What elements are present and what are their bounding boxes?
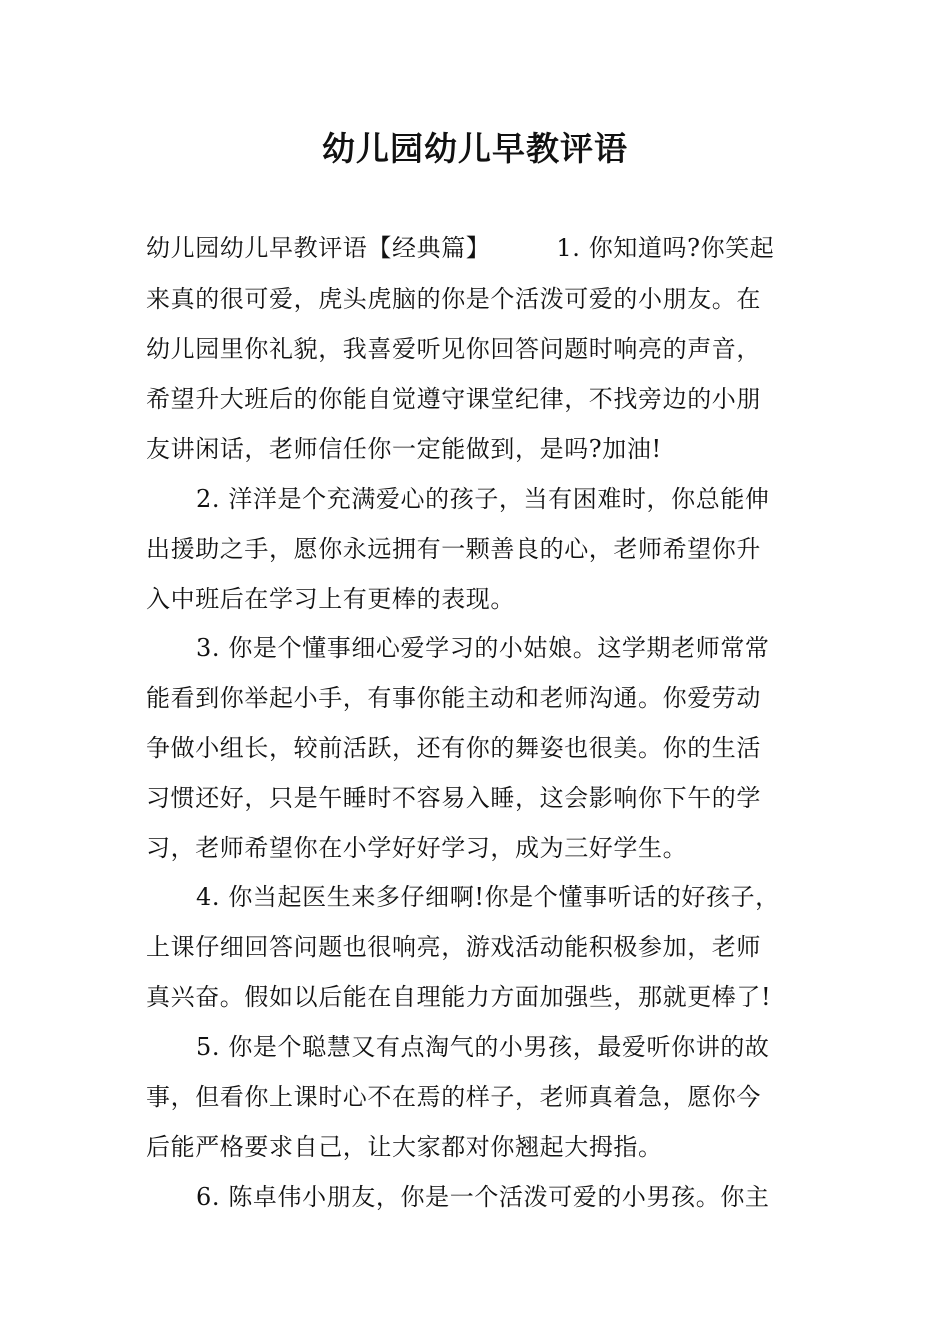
text-line: 来真的很可爱，虎头虎脑的你是个活泼可爱的小朋友。在 [146,285,761,313]
text-line: 2. 洋洋是个充满爱心的孩子，当有困难时，你总能伸 [196,485,770,513]
item-1-start: 1. 你知道吗?你笑起 [556,234,775,262]
text-line: 3. 你是个懂事细心爱学习的小姑娘。这学期老师常常 [196,634,770,662]
text-line: 出援助之手，愿你永远拥有一颗善良的心，老师希望你升 [146,535,761,563]
text-line: 希望升大班后的你能自觉遵守课堂纪律，不找旁边的小朋 [146,385,761,413]
text-line: 上课仔细回答问题也很响亮，游戏活动能积极参加，老师 [146,933,761,961]
document-title: 幼儿园幼儿早教评语 [322,129,628,168]
text-line: 真兴奋。假如以后能在自理能力方面加强些，那就更棒了! [146,983,772,1011]
text-line: 能看到你举起小手，有事你能主动和老师沟通。你爱劳动 [146,684,761,712]
text-line: 习，老师希望你在小学好好学习，成为三好学生。 [146,834,688,862]
text-line: 争做小组长，较前活跃，还有你的舞姿也很美。你的生活 [146,734,761,762]
text-line: 6. 陈卓伟小朋友，你是一个活泼可爱的小男孩。你主 [196,1183,770,1211]
text-line [146,233,826,263]
text-line: 入中班后在学习上有更棒的表现。 [146,585,515,613]
text-line: 习惯还好，只是午睡时不容易入睡，这会影响你下午的学 [146,784,761,812]
text-line: 幼儿园里你礼貌，我喜爱听见你回答问题时响亮的声音， [146,335,761,363]
text-line: 5. 你是个聪慧又有点淘气的小男孩，最爱听你讲的故 [196,1033,770,1061]
text-line: 后能严格要求自己，让大家都对你翘起大拇指。 [146,1133,663,1161]
text-line: 4. 你当起医生来多仔细啊!你是个懂事听话的好孩子， [196,883,780,911]
subtitle-text: 幼儿园幼儿早教评语【经典篇】 [146,234,491,262]
text-line: 事，但看你上课时心不在焉的样子，老师真着急，愿你今 [146,1083,761,1111]
text-line: 友讲闲话，老师信任你一定能做到，是吗?加油! [146,435,662,463]
